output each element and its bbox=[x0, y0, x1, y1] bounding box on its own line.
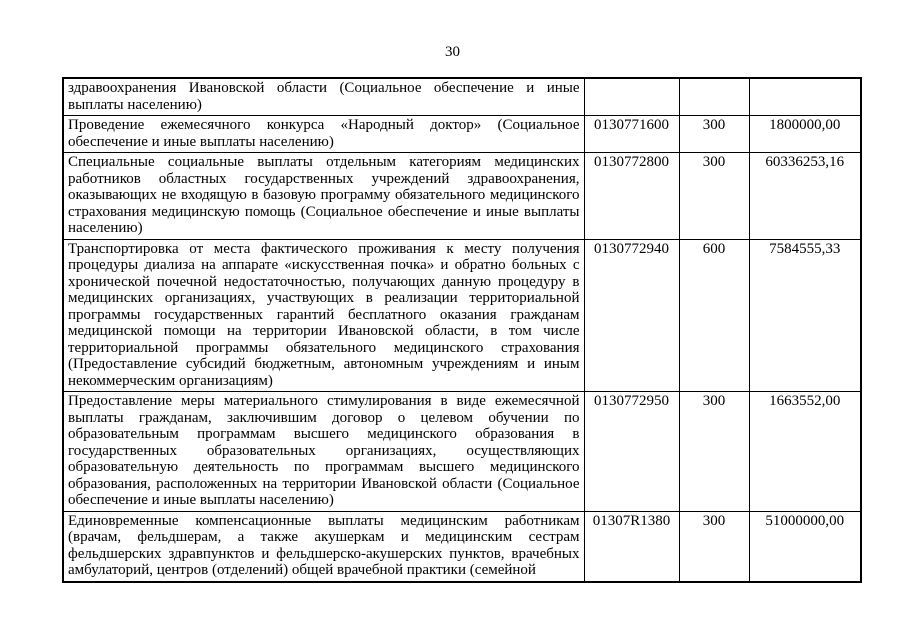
code-cell: 0130772940 bbox=[584, 239, 679, 392]
description-cell: Единовременные компенсационные выплаты медицинским работникам (врачам, фельдшерам, а также акушеркам и медицинским сестрам фельдшерских здравпунктов и фельдшерско-акушерских пунктов, врачебных амбулаторий, центров (отделений) общей врачебной практики (семейной bbox=[63, 511, 584, 582]
amount-cell: 51000000,00 bbox=[749, 511, 861, 582]
amount-cell: 1800000,00 bbox=[749, 116, 861, 153]
amount-cell bbox=[749, 78, 861, 116]
table-row bbox=[63, 116, 861, 153]
description-cell: Транспортировка от места фактического проживания к месту получения процедуры диализа на аппарате «искусственная почка» и обратно больных с хронической почечной недостаточностью, получающих данную процедуру в медицинских организациях, участвующих в реализации территориальной программы государственных гарантий бесплатного оказания гражданам медицинской помощи на территории Ивановской области, в том числе территориальной программы обязательного медицинского страхования (Предоставление субсидий бюджетным, автономным учреждениям и иным некоммерческим организациям) bbox=[63, 239, 584, 392]
amount-cell: 60336253,16 bbox=[749, 153, 861, 240]
expense-type-cell: 300 bbox=[679, 392, 749, 512]
budget-table bbox=[62, 77, 862, 583]
code-cell: 0130772950 bbox=[584, 392, 679, 512]
table-row bbox=[63, 392, 861, 512]
code-cell: 0130772800 bbox=[584, 153, 679, 240]
amount-cell: 7584555,33 bbox=[749, 239, 861, 392]
table-row bbox=[63, 78, 861, 116]
expense-type-cell: 600 bbox=[679, 239, 749, 392]
page-number: 30 bbox=[445, 44, 460, 60]
budget-table-body bbox=[63, 78, 861, 582]
description-cell: здравоохранения Ивановской области (Социальное обеспечение и иные выплаты населению) bbox=[63, 78, 584, 116]
expense-type-cell: 300 bbox=[679, 116, 749, 153]
description-cell: Предоставление меры материального стимулирования в виде ежемесячной выплаты гражданам, заключившим договор о целевом обучении по образовательным программам высшего медицинского образования в государственных образовательных организациях, осуществляющих образовательную деятельность по программам высшего медицинского образования, расположенных на территории Ивановской области (Социальное обеспечение и иные выплаты населению) bbox=[63, 392, 584, 512]
table-row bbox=[63, 239, 861, 392]
expense-type-cell: 300 bbox=[679, 511, 749, 582]
code-cell bbox=[584, 78, 679, 116]
expense-type-cell: 300 bbox=[679, 153, 749, 240]
description-cell: Специальные социальные выплаты отдельным категориям медицинских работников областных государственных учреждений здравоохранения, оказывающих не входящую в базовую программу обязательного медицинского страхования медицинскую помощь (Социальное обеспечение и иные выплаты населению) bbox=[63, 153, 584, 240]
description-cell: Проведение ежемесячного конкурса «Народный доктор» (Социальное обеспечение и иные выплаты населению) bbox=[63, 116, 584, 153]
code-cell: 01307R1380 bbox=[584, 511, 679, 582]
code-cell: 0130771600 bbox=[584, 116, 679, 153]
table-row bbox=[63, 511, 861, 582]
expense-type-cell bbox=[679, 78, 749, 116]
table-row bbox=[63, 153, 861, 240]
amount-cell: 1663552,00 bbox=[749, 392, 861, 512]
